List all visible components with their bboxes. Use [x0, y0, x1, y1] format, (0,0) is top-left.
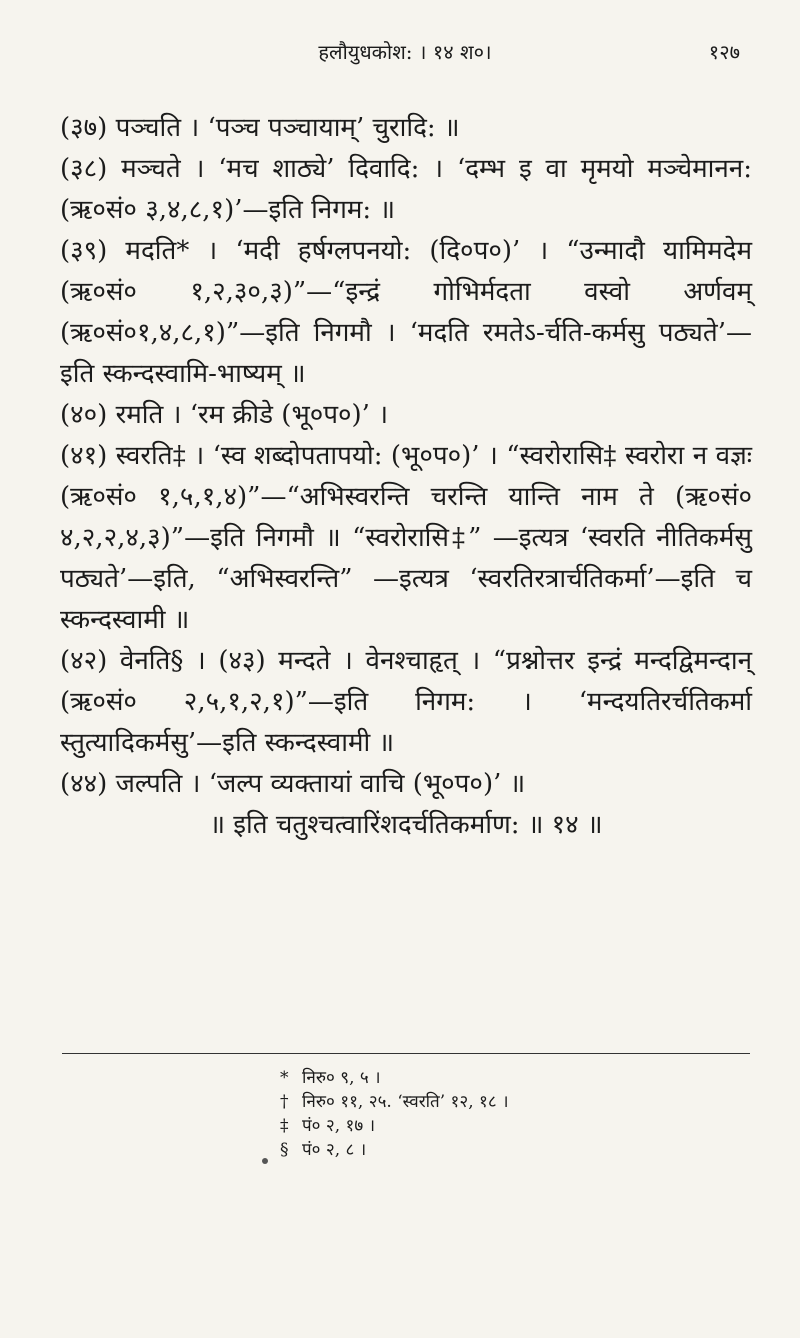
footnote-mark: †	[280, 1092, 289, 1112]
footnote-text: निरु० ९, ५ ।	[302, 1068, 381, 1088]
section-colophon: ॥ इति चतुश्चत्वारिंशदर्चतिकर्माण: ॥ १४ ॥	[209, 810, 603, 840]
footnote-mark: §	[280, 1140, 289, 1160]
paragraph-44: (४४) जल्पति । ‘जल्प व्यक्तायां वाचि (भू०प०)’ ॥	[60, 769, 526, 799]
paragraph-40: (४०) रमति । ‘रम क्रीडे (भू०प०)’ ।	[60, 400, 389, 430]
footnote	[280, 1090, 700, 1114]
footnote-text: निरु० ११, २५. ‘स्वरति’ १२, १८ ।	[302, 1092, 509, 1112]
footnote-mark: ‡	[280, 1116, 289, 1136]
paragraph-41: (४१) स्वरति‡ । ‘स्व शब्दोपतापयो: (भू०प०)’ । “स्वरोरासि‡ स्वरोरा न वज्ञः (ऋ०सं० १,५,१,४)”—“अभिस्वरन्ति चरन्ति यान्ति नाम ते (ऋ०सं० ४,२,२,४,३)”—इति निगमौ ॥ “स्वरोरासि‡” —इत्यत्र ‘स्वरति नीतिकर्मसु पठ्यते’—इति, “अभिस्वरन्ति” —इत्यत्र ‘स्वरतिरत्रार्चतिकर्मा’—इति च स्कन्दस्वामी ॥	[60, 441, 752, 635]
footnote-rule	[62, 1053, 750, 1054]
running-title: हलौयुधकोश: । १४ श०।	[318, 40, 492, 64]
paragraph-39: (३९) मदति* । ‘मदी हर्षग्लपनयो: (दि०प०)’ । “उन्मादौ यामिमदेम (ऋ०सं० १,२,३०,३)”—“इन्द्रं गोभिर्मदता वस्वो अर्णवम् (ऋ०सं०१,४,८,१)”—इति निगमौ । ‘मदति रमतेऽ-र्चति-कर्मसु पठ्यते’—इति स्कन्दस्वामि-भाष्यम् ॥	[60, 236, 752, 389]
ink-dot	[262, 1158, 268, 1164]
running-head	[70, 38, 740, 68]
footnotes	[280, 1066, 700, 1162]
paragraph-38: (३८) मञ्चते । ‘मच शाठ्ये’ दिवादि: । ‘दम्भ इ वा मृमयो मञ्चेमानन: (ऋ०सं० ३,४,८,१)’—इति निगम: ॥	[60, 154, 752, 225]
footnote	[280, 1066, 700, 1090]
footnote-text: पं० २, १७ ।	[302, 1116, 376, 1136]
paragraph-42-43: (४२) वेनति§ । (४३) मन्दते । वेनश्चाहृत् । “प्रश्नोत्तर इन्द्रं मन्दद्विमन्दान् (ऋ०सं० २,५,१,२,१)”—इति निगम: । ‘मन्दयतिरर्चतिकर्मा स्तुत्यादिकर्मसु’—इति स्कन्दस्वामी ॥	[60, 646, 752, 758]
page-number: १२७	[708, 40, 740, 64]
footnote	[280, 1138, 700, 1162]
footnote	[280, 1114, 700, 1138]
footnote-text: पं० २, ८ ।	[302, 1140, 367, 1160]
footnote-mark: *	[280, 1068, 289, 1088]
paragraph-37: (३७) पञ्चति । ‘पञ्च पञ्चायाम्’ चुरादि: ॥	[60, 113, 460, 143]
body-text	[60, 108, 752, 846]
